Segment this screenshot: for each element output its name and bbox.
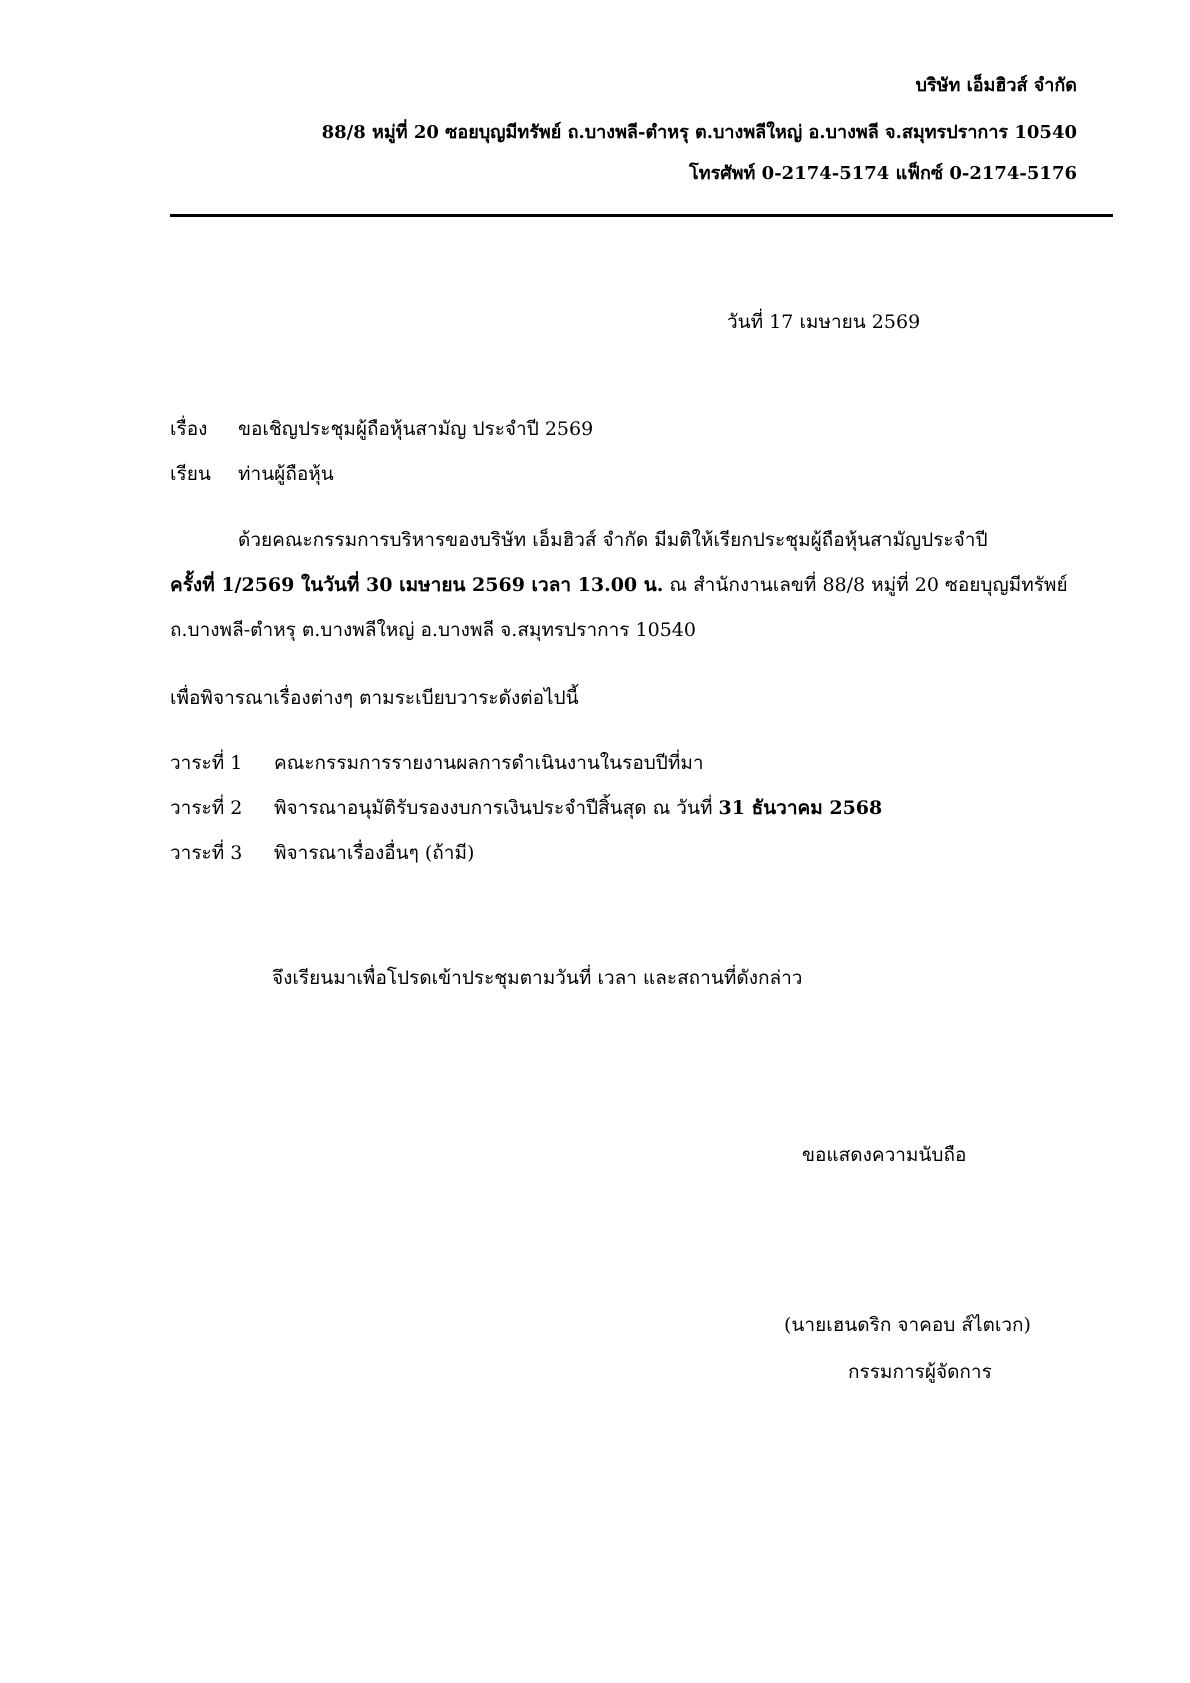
agenda-text: พิจารณาเรื่องอื่นๆ (ถ้ามี) bbox=[274, 842, 475, 864]
body-line-1: ด้วยคณะกรรมการบริหารของบริษัท เอ็มฮิวส์ จำกัด มีมติให้เรียกประชุมผู้ถือหุ้นสามัญประจำปี bbox=[238, 529, 988, 551]
closing-text: จึงเรียนมาเพื่อโปรดเข้าประชุมตามวันที่ เวลา และสถานที่ดังกล่าว bbox=[272, 967, 803, 989]
subject-label: เรื่อง bbox=[170, 418, 208, 440]
signer-name: (นายเฮนดริก จาคอบ ส์ไตเวก) bbox=[784, 1314, 1031, 1336]
agenda-number: วาระที่ 3 bbox=[170, 842, 243, 864]
agenda-number: วาระที่ 1 bbox=[170, 752, 243, 774]
body-line-2 bbox=[170, 570, 1068, 600]
agenda-intro: เพื่อพิจารณาเรื่องต่างๆ ตามระเบียบวาระดังต่อไปนี้ bbox=[170, 687, 579, 709]
agenda-item bbox=[170, 793, 882, 823]
regards-text: ขอแสดงความนับถือ bbox=[802, 1144, 967, 1166]
agenda-item bbox=[170, 838, 474, 868]
letter-date: วันที่ 17 เมษายน 2569 bbox=[727, 311, 921, 333]
body-line-3: ถ.บางพลี-ตำหรุ ต.บางพลีใหญ่ อ.บางพลี จ.สมุทรปราการ 10540 bbox=[170, 619, 696, 641]
recipient-label: เรียน bbox=[170, 463, 211, 485]
agenda-number: วาระที่ 2 bbox=[170, 797, 243, 819]
company-contact: โทรศัพท์ 0-2174-5174 แฟ็กซ์ 0-2174-5176 bbox=[689, 163, 1077, 184]
meeting-location: ณ สำนักงานเลขที่ 88/8 หมู่ที่ 20 ซอยบุญมีทรัพย์ bbox=[663, 574, 1068, 596]
agenda-text: พิจารณาอนุมัติรับรองงบการเงินประจำปีสิ้นสุด ณ วันที่ bbox=[274, 797, 719, 819]
meeting-details: ครั้งที่ 1/2569 ในวันที่ 30 เมษายน 2569 เวลา 13.00 น. bbox=[170, 574, 664, 596]
recipient-text: ท่านผู้ถือหุ้น bbox=[238, 463, 334, 485]
company-address: 88/8 หมู่ที่ 20 ซอยบุญมีทรัพย์ ถ.บางพลี-ตำหรุ ต.บางพลีใหญ่ อ.บางพลี จ.สมุทรปราการ 10540 bbox=[321, 122, 1077, 143]
agenda-item bbox=[170, 748, 704, 778]
subject-text: ขอเชิญประชุมผู้ถือหุ้นสามัญ ประจำปี 2569 bbox=[238, 418, 594, 440]
agenda-date: 31 ธันวาคม 2568 bbox=[718, 797, 883, 819]
agenda-text: คณะกรรมการรายงานผลการดำเนินงานในรอบปีที่มา bbox=[274, 752, 704, 774]
recipient-line bbox=[170, 459, 334, 489]
signer-title: กรรมการผู้จัดการ bbox=[848, 1361, 992, 1383]
company-name: บริษัท เอ็มฮิวส์ จำกัด bbox=[915, 75, 1077, 96]
header-divider bbox=[170, 214, 1113, 217]
subject-line bbox=[170, 414, 593, 444]
